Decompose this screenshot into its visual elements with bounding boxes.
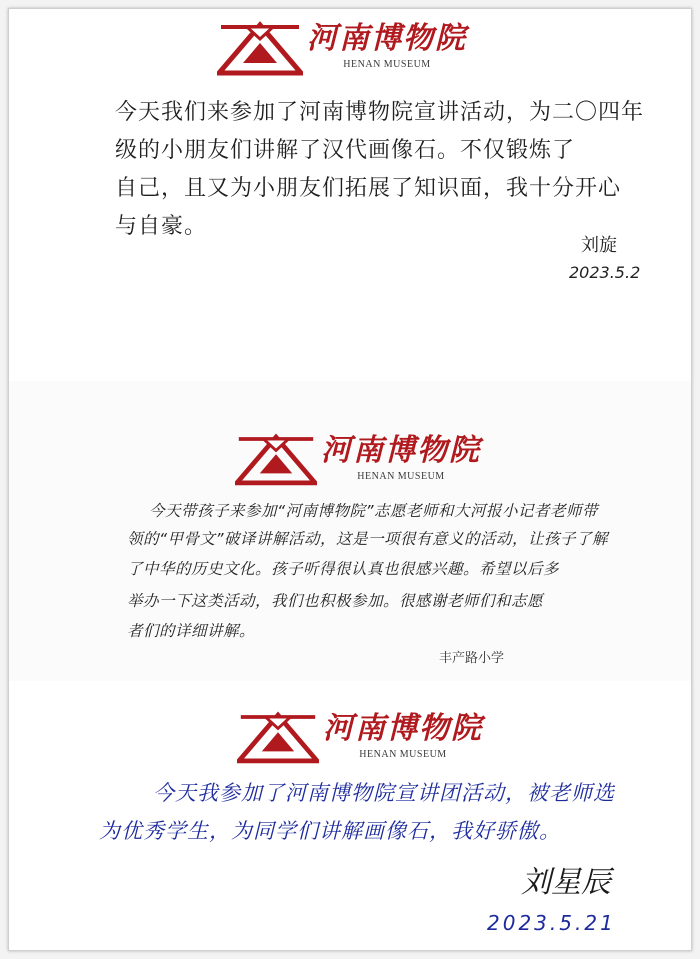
document-page xyxy=(8,8,692,951)
guestbook-note-3 xyxy=(9,697,691,950)
note-line: 了中华的历史文化。孩子听得很认真也很感兴趣。希望以后多 xyxy=(127,560,560,578)
note-line: 为优秀学生，为同学们讲解画像石，我好骄傲。 xyxy=(99,819,561,843)
guestbook-note-1 xyxy=(9,9,691,349)
date: 2023.5.21 xyxy=(487,911,616,935)
museum-emblem-icon xyxy=(235,433,317,487)
note-line: 今天我参加了河南博物院宣讲团活动，被老师选 xyxy=(153,781,615,805)
note-line: 者们的详细讲解。 xyxy=(127,622,256,640)
logo-english-name: HENAN MUSEUM xyxy=(359,749,447,760)
signature: 丰产路小学 xyxy=(439,651,505,666)
museum-logo xyxy=(235,433,481,487)
note-line: 今天我们来参加了河南博物院宣讲活动，为二〇四年 xyxy=(115,100,645,125)
logo-chinese-name: 河南博物院 xyxy=(321,433,481,468)
logo-chinese-name: 河南博物院 xyxy=(307,21,467,56)
logo-english-name: HENAN MUSEUM xyxy=(343,59,431,70)
logo-english-name: HENAN MUSEUM xyxy=(357,471,445,482)
guestbook-note-2 xyxy=(9,381,691,681)
museum-emblem-icon xyxy=(237,711,319,765)
logo-chinese-name: 河南博物院 xyxy=(323,711,483,746)
museum-logo xyxy=(217,21,467,77)
signature: 刘星辰 xyxy=(521,865,611,900)
museum-logo xyxy=(237,711,483,765)
note-line: 级的小朋友们讲解了汉代画像石。不仅锻炼了 xyxy=(115,138,576,163)
note-line: 与自豪。 xyxy=(115,214,208,239)
date: 2023.5.2 xyxy=(569,263,641,282)
note-line: 今天带孩子来参加“河南博物院”志愿老师和大河报小记者老师带 xyxy=(149,502,599,520)
note-line: 自己，且又为小朋友们拓展了知识面，我十分开心 xyxy=(115,176,622,201)
note-line: 举办一下这类活动，我们也积极参加。很感谢老师们和志愿 xyxy=(127,592,544,610)
museum-emblem-icon xyxy=(217,21,303,77)
signature: 刘旋 xyxy=(581,235,617,256)
note-line: 领的“甲骨文”破译讲解活动，这是一项很有意义的活动，让孩子了解 xyxy=(127,530,609,548)
